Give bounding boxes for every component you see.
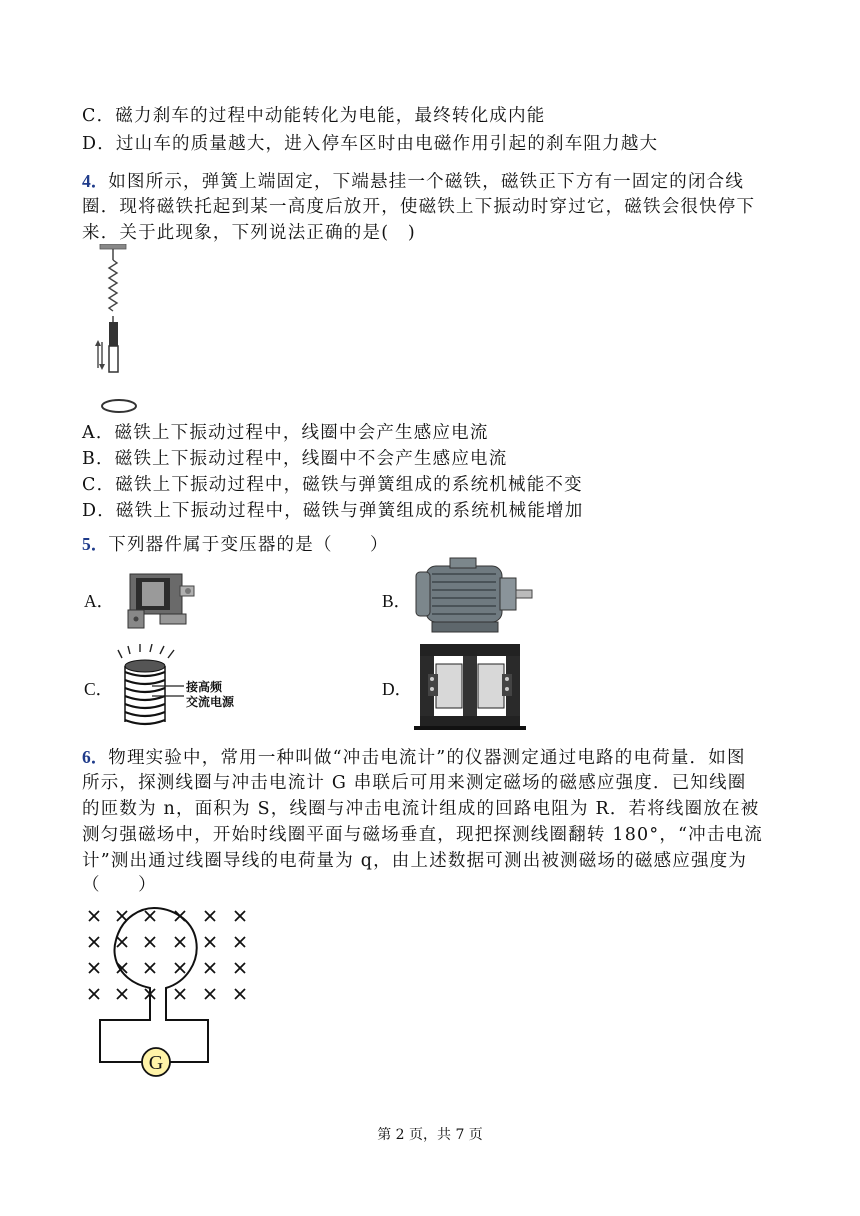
spring-magnet-figure: [90, 244, 150, 416]
field-x-mark: [145, 911, 155, 921]
transformer-image: [414, 642, 526, 732]
q4-stem-line2: 圈．现将磁铁托起到某一高度后放开，使磁铁上下振动时穿过它，磁铁会很快停下: [82, 197, 756, 217]
field-x-mark: [89, 937, 99, 947]
q4-option-a: A．磁铁上下振动过程中，线圈中会产生感应电流: [82, 423, 489, 443]
field-x-mark: [175, 937, 185, 947]
solenoid-device-image: [120, 560, 200, 634]
field-x-mark: [205, 963, 215, 973]
q6-number: 6．: [82, 747, 109, 767]
field-x-mark: [145, 963, 155, 973]
q6-stem-line1: 6．物理实验中，常用一种叫做“冲击电流计”的仪器测定通过电路的电荷量．如图: [82, 747, 746, 768]
q5-stem: 5．下列器件属于变压器的是（ ）: [82, 534, 389, 555]
field-x-mark: [175, 989, 185, 999]
q5-label-d: D．: [382, 679, 413, 699]
field-x-mark: [205, 911, 215, 921]
q6-stem-line6: （ ）: [82, 875, 157, 895]
q4-option-d: D．磁铁上下振动过程中，磁铁与弹簧组成的系统机械能增加: [82, 501, 584, 521]
q6-stem-line3: 的匝数为 n，面积为 S，线圈与冲击电流计组成的回路电阻为 R．若将线圈放在被: [82, 799, 760, 819]
induction-coil-caption: 接高频 交流电源: [186, 680, 235, 709]
q4-number: 4．: [82, 171, 109, 191]
q3-option-d: D．过山车的质量越大，进入停车区时由电磁作用引起的刹车阻力越大: [82, 134, 659, 154]
field-x-mark: [235, 911, 245, 921]
magnetic-field-coil-figure: [82, 900, 252, 1082]
q5-label-a: A．: [84, 591, 115, 611]
field-x-mark: [235, 963, 245, 973]
q4-option-c: C．磁铁上下振动过程中，磁铁与弹簧组成的系统机械能不变: [82, 475, 583, 495]
field-x-mark: [205, 937, 215, 947]
q4-stem-line1: 4．如图所示，弹簧上端固定，下端悬挂一个磁铁，磁铁正下方有一固定的闭合线: [82, 171, 745, 192]
field-x-mark: [89, 911, 99, 921]
q5-label-b: B．: [382, 591, 412, 611]
field-x-mark: [117, 937, 127, 947]
galvanometer-label: G: [148, 1052, 164, 1074]
field-x-mark: [175, 963, 185, 973]
q4-stem-line3: 来．关于此现象，下列说法正确的是( ): [82, 223, 416, 243]
q6-stem-line5: 计”测出通过线圈导线的电荷量为 q，由上述数据可测出被测磁场的磁感应强度为: [82, 851, 748, 871]
q3-option-c: C．磁力刹车的过程中动能转化为电能，最终转化成内能: [82, 106, 546, 126]
field-x-mark: [235, 989, 245, 999]
q6-stem-line4: 测匀强磁场中，开始时线圈平面与磁场垂直，现把探测线圈翻转 180°，“冲击电流: [82, 825, 763, 845]
coil-lead-wires: [152, 682, 186, 700]
page-footer: 第 2 页，共 7 页: [377, 1127, 483, 1143]
q4-option-b: B．磁铁上下振动过程中，线圈中不会产生感应电流: [82, 449, 508, 469]
field-x-mark: [235, 937, 245, 947]
q5-number: 5．: [82, 534, 109, 554]
field-x-mark: [117, 911, 127, 921]
field-x-mark: [89, 963, 99, 973]
field-x-mark: [145, 937, 155, 947]
field-x-mark: [89, 989, 99, 999]
q5-label-c: C．: [84, 679, 114, 699]
field-x-mark: [205, 989, 215, 999]
magnetic-field-x-marks: [89, 911, 245, 999]
field-x-mark: [117, 989, 127, 999]
q6-stem-line2: 所示，探测线圈与冲击电流计 G 串联后可用来测定磁场的磁感应强度．已知线圈: [82, 773, 747, 793]
electric-motor-image: [412, 556, 536, 638]
